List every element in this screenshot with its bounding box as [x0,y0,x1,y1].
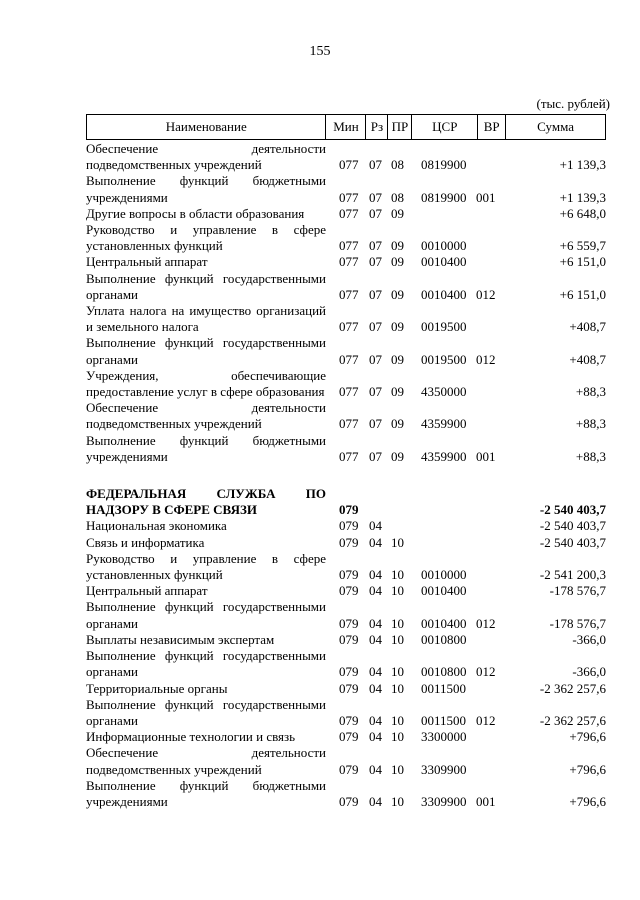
table-row [86,335,606,367]
row-csr: 3300000 [421,729,467,745]
row-csr: 0019500 [421,351,467,367]
row-rz: 07 [369,384,382,400]
row-rz: 07 [369,238,382,254]
row-rz: 07 [369,286,382,302]
row-name: Обеспечение деятельности подведомственных учреждений [86,400,326,432]
row-vr: 012 [476,712,496,728]
table-row [86,745,606,777]
row-csr: 0819900 [421,157,467,173]
row-rz: 04 [369,534,382,550]
row-sum: +796,6 [569,761,606,777]
row-min: 079 [339,729,359,745]
table-row [86,303,606,335]
row-rz: 07 [369,448,382,464]
row-sum: -2 540 403,7 [539,518,606,534]
row-rz: 04 [369,631,382,647]
row-sum: +6 559,7 [559,238,606,254]
row-csr: 3309900 [421,793,467,809]
table-row [86,254,606,270]
row-rz: 07 [369,189,382,205]
row-min: 079 [339,502,359,518]
row-min: 077 [339,205,359,221]
table-row [86,368,606,400]
row-pr: 09 [391,416,404,432]
row-pr: 10 [391,712,404,728]
page-number: 155 [309,44,331,59]
row-pr: 09 [391,351,404,367]
table-row [86,518,606,534]
row-min: 079 [339,664,359,680]
row-name: Связь и информатика [86,534,205,550]
table-row [86,535,606,551]
row-pr: 09 [391,286,404,302]
row-sum: +796,6 [569,729,606,745]
row-pr: 10 [391,534,404,550]
row-csr: 0010400 [421,615,467,631]
row-name: Обеспечение деятельности подведомственных учреждений [86,141,326,173]
row-name: Учреждения, обеспечивающие предоставление услуг в сфере образования [86,367,326,400]
row-name: Выполнение функций бюджетными учреждениями [86,173,326,205]
row-sum: +408,7 [569,319,606,335]
table-row [86,271,606,303]
row-vr: 012 [476,664,496,680]
row-min: 079 [339,712,359,728]
row-sum: +796,6 [569,793,606,809]
row-min: 079 [339,680,359,696]
row-pr: 10 [391,567,404,583]
header-min: Мин [326,115,366,140]
row-rz: 04 [369,761,382,777]
row-csr: 0019500 [421,319,467,335]
row-sum: -366,0 [572,664,606,680]
row-sum: +6 648,0 [559,205,606,221]
row-csr: 0011500 [421,680,467,696]
units-label: (тыс. рублей) [536,96,610,111]
row-min: 077 [339,416,359,432]
row-rz: 04 [369,664,382,680]
row-min: 079 [339,793,359,809]
row-name: Выполнение функций бюджетными учреждениями [86,777,326,809]
row-pr: 09 [391,238,404,254]
table-row [86,729,606,745]
table-header [86,114,606,140]
table-row [86,141,606,173]
row-min: 077 [339,254,359,270]
row-name: Руководство и управление в сфере установленных функций [86,550,326,583]
row-name: Выполнение функций бюджетными учреждениями [86,432,326,464]
table-row [86,632,606,648]
row-rz: 04 [369,567,382,583]
row-pr: 10 [391,615,404,631]
table-row [86,433,606,465]
row-sum: +88,3 [575,416,606,432]
row-rz: 07 [369,254,382,270]
row-name: Выплаты независимым экспертам [86,631,275,647]
row-rz: 04 [369,712,382,728]
row-sum: +88,3 [575,384,606,400]
row-name: ФЕДЕРАЛЬНАЯ СЛУЖБА ПО НАДЗОРУ В СФЕРЕ СВЯЗИ [86,486,326,518]
header-name: Наименование [87,115,326,140]
row-csr: 4359900 [421,416,467,432]
table-row [86,222,606,254]
row-pr: 08 [391,157,404,173]
row-pr: 10 [391,583,404,599]
row-csr: 0010000 [421,567,467,583]
row-sum: +1 139,3 [559,157,606,173]
row-min: 079 [339,761,359,777]
row-vr: 001 [476,448,496,464]
row-sum: -178 576,7 [549,615,606,631]
row-rz: 04 [369,518,382,534]
row-rz: 07 [369,319,382,335]
header-rz: Рз [366,115,388,140]
row-name: Информационные технологии и связь [86,729,296,745]
row-sum: -2 362 257,6 [539,712,606,728]
row-csr: 0011500 [421,712,467,728]
row-csr: 0010400 [421,254,467,270]
table-spacer [86,465,606,486]
row-sum: -366,0 [572,631,606,647]
row-rz: 04 [369,793,382,809]
table-row [86,486,606,518]
row-sum: +1 139,3 [559,189,606,205]
row-min: 079 [339,583,359,599]
row-pr: 09 [391,384,404,400]
row-rz: 07 [369,416,382,432]
row-name: Национальная экономика [86,518,227,534]
row-rz: 04 [369,615,382,631]
table-row [86,648,606,680]
row-sum: +408,7 [569,351,606,367]
row-rz: 07 [369,351,382,367]
row-pr: 10 [391,631,404,647]
row-vr: 001 [476,793,496,809]
row-rz: 04 [369,729,382,745]
row-name: Центральный аппарат [86,254,208,270]
row-pr: 09 [391,319,404,335]
header-vr: ВР [478,115,506,140]
row-vr: 012 [476,351,496,367]
row-csr: 0819900 [421,189,467,205]
row-pr: 09 [391,254,404,270]
row-csr: 4350000 [421,384,467,400]
row-rz: 07 [369,205,382,221]
row-csr: 0010000 [421,238,467,254]
row-sum: +6 151,0 [559,254,606,270]
row-csr: 0010800 [421,631,467,647]
row-name: Другие вопросы в области образования [86,205,305,221]
row-pr: 09 [391,205,404,221]
row-pr: 08 [391,189,404,205]
header-sum: Сумма [506,115,606,140]
row-name: Уплата налога на имущество организаций и земельного налога [86,303,326,335]
row-pr: 09 [391,448,404,464]
table-row [86,778,606,810]
row-min: 077 [339,351,359,367]
row-min: 079 [339,518,359,534]
row-min: 079 [339,615,359,631]
row-min: 077 [339,238,359,254]
row-vr: 001 [476,189,496,205]
row-name: Руководство и управление в сфере установленных функций [86,222,326,254]
row-min: 079 [339,534,359,550]
table-body [86,141,606,810]
row-min: 077 [339,157,359,173]
table-row [86,173,606,205]
row-rz: 07 [369,157,382,173]
row-pr: 10 [391,664,404,680]
table-row [86,599,606,631]
row-sum: -178 576,7 [549,583,606,599]
row-pr: 10 [391,793,404,809]
row-csr: 3309900 [421,761,467,777]
table-row [86,400,606,432]
row-name: Выполнение функций государственными органами [86,270,326,302]
row-sum: -2 362 257,6 [539,680,606,696]
table-row [86,697,606,729]
row-rz: 04 [369,680,382,696]
row-min: 077 [339,448,359,464]
table-row [86,681,606,697]
row-min: 077 [339,319,359,335]
row-min: 079 [339,631,359,647]
row-min: 077 [339,189,359,205]
row-name: Территориальные органы [86,680,228,696]
row-csr: 0010400 [421,583,467,599]
row-pr: 10 [391,761,404,777]
row-name: Центральный аппарат [86,583,208,599]
table-row [86,583,606,599]
row-rz: 04 [369,583,382,599]
row-csr: 0010400 [421,286,467,302]
row-name: Выполнение функций государственными органами [86,648,326,680]
row-name: Обеспечение деятельности подведомственных учреждений [86,745,326,777]
row-name: Выполнение функций государственными органами [86,599,326,631]
row-sum: +6 151,0 [559,286,606,302]
row-name: Выполнение функций государственными органами [86,335,326,367]
header-csr: ЦСР [412,115,478,140]
row-pr: 10 [391,680,404,696]
row-vr: 012 [476,615,496,631]
row-vr: 012 [476,286,496,302]
row-sum: -2 540 403,7 [539,502,606,518]
header-pr: ПР [388,115,412,140]
row-csr: 4359900 [421,448,467,464]
row-sum: -2 541 200,3 [539,567,606,583]
row-min: 077 [339,286,359,302]
row-sum: -2 540 403,7 [539,534,606,550]
row-sum: +88,3 [575,448,606,464]
table-row [86,551,606,583]
row-pr: 10 [391,729,404,745]
row-name: Выполнение функций государственными органами [86,696,326,728]
row-csr: 0010800 [421,664,467,680]
table-row [86,206,606,222]
row-min: 077 [339,384,359,400]
row-min: 079 [339,567,359,583]
